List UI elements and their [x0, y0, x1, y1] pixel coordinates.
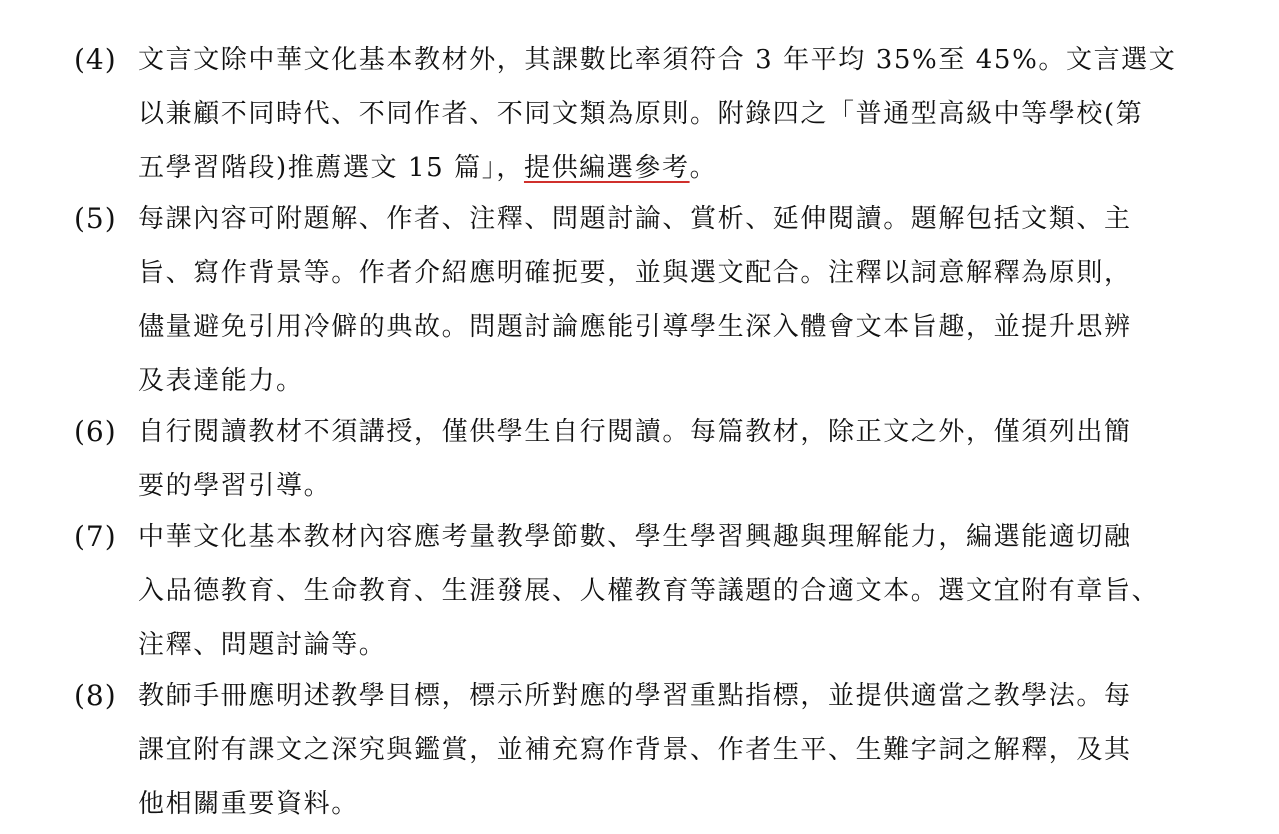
item-body [138, 33, 1224, 195]
item-number: (8) [74, 679, 117, 712]
item-number: (4) [74, 43, 117, 76]
item-text-line: 教師手冊應明述教學目標，標示所對應的學習重點指標，並提供適當之教學法。每 [138, 681, 1132, 711]
item-text-line: 課宜附有課文之深究與鑑賞，並補充寫作背景、作者生平、生難字詞之解釋，及其 [138, 735, 1132, 765]
item-number: (5) [74, 202, 117, 235]
item-text-line [138, 141, 1224, 195]
item-number: (6) [74, 415, 117, 448]
item-text-line: 文言文除中華文化基本教材外，其課數比率須符合 3 年平均 35%至 45%。文言選文 [138, 45, 1177, 75]
item-text-line: 及表達能力。 [138, 366, 304, 396]
item-body [138, 510, 1224, 672]
spellcheck-underlined-text: 提供編選參考 [523, 153, 690, 183]
item-body [138, 405, 1224, 513]
item-body [138, 192, 1224, 408]
item-text-line: 每課內容可附題解、作者、注釋、問題討論、賞析、延伸閱讀。題解包括文類、主 [138, 204, 1132, 234]
item-text-line: 自行閱讀教材不須講授，僅供學生自行閱讀。每篇教材，除正文之外，僅須列出簡 [138, 417, 1132, 447]
item-text-line: 入品德教育、生命教育、生涯發展、人權教育等議題的合適文本。選文宜附有章旨、 [138, 576, 1160, 606]
item-body [138, 669, 1224, 831]
item-text-line: 他相關重要資料。 [138, 789, 359, 819]
text-segment: 五學習階段)推薦選文 15 篇」， [138, 153, 524, 183]
item-text-line: 中華文化基本教材內容應考量教學節數、學生學習興趣與理解能力，編選能適切融 [138, 522, 1132, 552]
text-segment: 。 [689, 153, 718, 183]
item-number: (7) [74, 520, 117, 553]
item-text-line: 旨、寫作背景等。作者介紹應明確扼要，並與選文配合。注釋以詞意解釋為原則， [138, 258, 1132, 288]
item-text-line: 儘量避免引用冷僻的典故。問題討論應能引導學生深入體會文本旨趣，並提升思辨 [138, 312, 1132, 342]
item-text-line: 以兼顧不同時代、不同作者、不同文類為原則。附錄四之「普通型高級中等學校(第 [138, 99, 1144, 129]
item-text-line: 要的學習引導。 [138, 471, 332, 501]
item-text-line: 注釋、問題討論等。 [138, 630, 387, 660]
